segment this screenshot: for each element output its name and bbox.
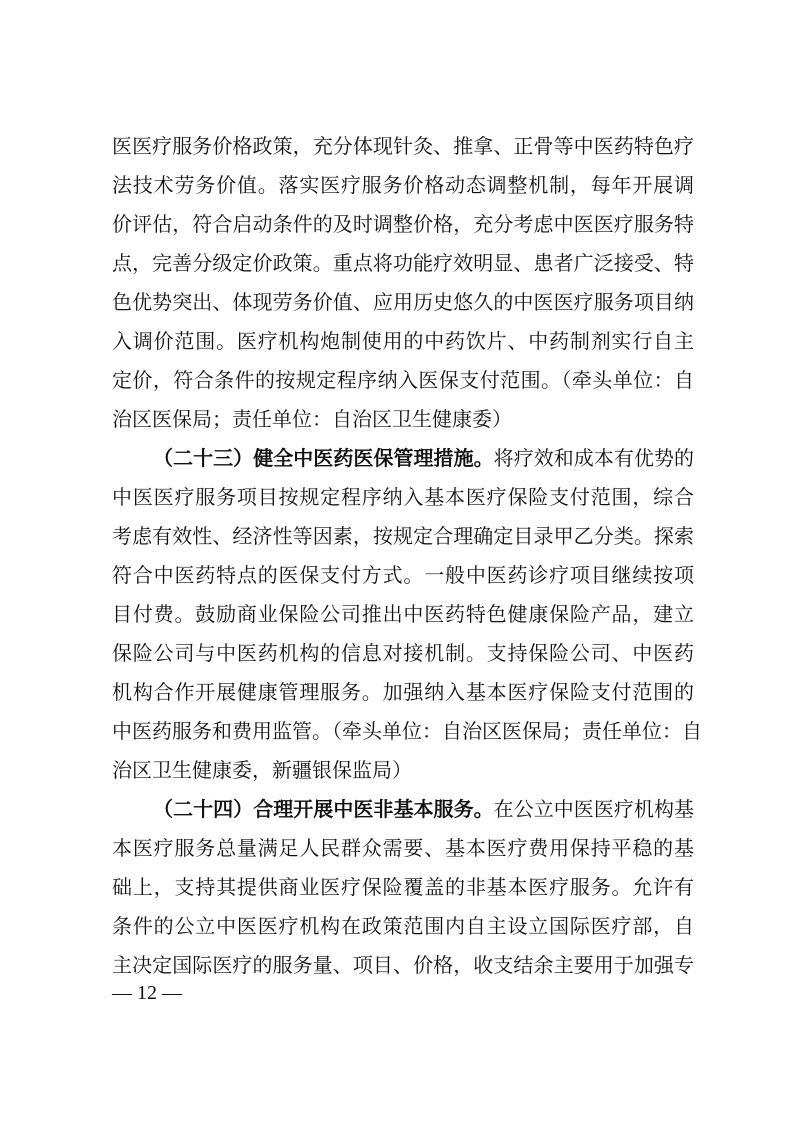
- section-23-heading: （二十三）健全中医药医保管理措施。: [153, 446, 494, 470]
- paragraph-line: 本医疗服务总量满足人民群众需要、基本医疗费用保持平稳的基: [112, 836, 694, 860]
- section-23-first-line: [112, 439, 694, 478]
- paragraph-line: 机构合作开展健康管理服务。加强纳入基本医疗保险支付范围的: [112, 680, 694, 704]
- paragraph-line: 目付费。鼓励商业保险公司推出中医药特色健康保险产品，建立: [112, 602, 694, 626]
- paragraph-line: 定价，符合条件的按规定程序纳入医保支付范围。（牵头单位：自: [112, 368, 694, 392]
- paragraph-line: 治区卫生健康委，新疆银保监局）: [112, 758, 412, 782]
- section-24-first-line-text: 在公立中医医疗机构基: [493, 797, 695, 821]
- paragraph-line: 础上，支持其提供商业医疗保险覆盖的非基本医疗服务。允许有: [112, 875, 694, 899]
- paragraph-line: 色优势突出、体现劳务价值、应用历史悠久的中医医疗服务项目纳: [112, 290, 694, 314]
- paragraph-line: 法技术劳务价值。落实医疗服务价格动态调整机制，每年开展调: [112, 173, 694, 197]
- page-number: — 12 —: [112, 982, 182, 1004]
- paragraph-line: 医医疗服务价格政策，充分体现针灸、推拿、正骨等中医药特色疗: [112, 134, 694, 158]
- paragraph-line: 保险公司与中医药机构的信息对接机制。支持保险公司、中医药: [112, 641, 694, 665]
- paragraph-line: 主决定国际医疗的服务量、项目、价格，收支结余主要用于加强专: [112, 953, 694, 977]
- paragraph-line: 考虑有效性、经济性等因素，按规定合理确定目录甲乙分类。探索: [112, 524, 694, 548]
- section-24-first-line: [112, 790, 694, 829]
- paragraph-line: 治区医保局；责任单位：自治区卫生健康委）: [112, 407, 512, 431]
- paragraph-line: 中医医疗服务项目按规定程序纳入基本医疗保险支付范围，综合: [112, 485, 694, 509]
- paragraph-line: 入调价范围。医疗机构炮制使用的中药饮片、中药制剂实行自主: [112, 329, 694, 353]
- paragraph-line: 中医药服务和费用监管。（牵头单位：自治区医保局；责任单位：自: [112, 719, 702, 743]
- paragraph-line: 条件的公立中医医疗机构在政策范围内自主设立国际医疗部，自: [112, 914, 694, 938]
- section-23-first-line-text: 将疗效和成本有优势的: [493, 446, 695, 470]
- section-24-heading: （二十四）合理开展中医非基本服务。: [153, 797, 494, 821]
- paragraph-line: 点，完善分级定价政策。重点将功能疗效明显、患者广泛接受、特: [112, 251, 694, 275]
- body-text: [112, 127, 702, 985]
- paragraph-line: 符合中医药特点的医保支付方式。一般中医药诊疗项目继续按项: [112, 563, 694, 587]
- paragraph-line: 价评估，符合启动条件的及时调整价格，充分考虑中医医疗服务特: [112, 212, 694, 236]
